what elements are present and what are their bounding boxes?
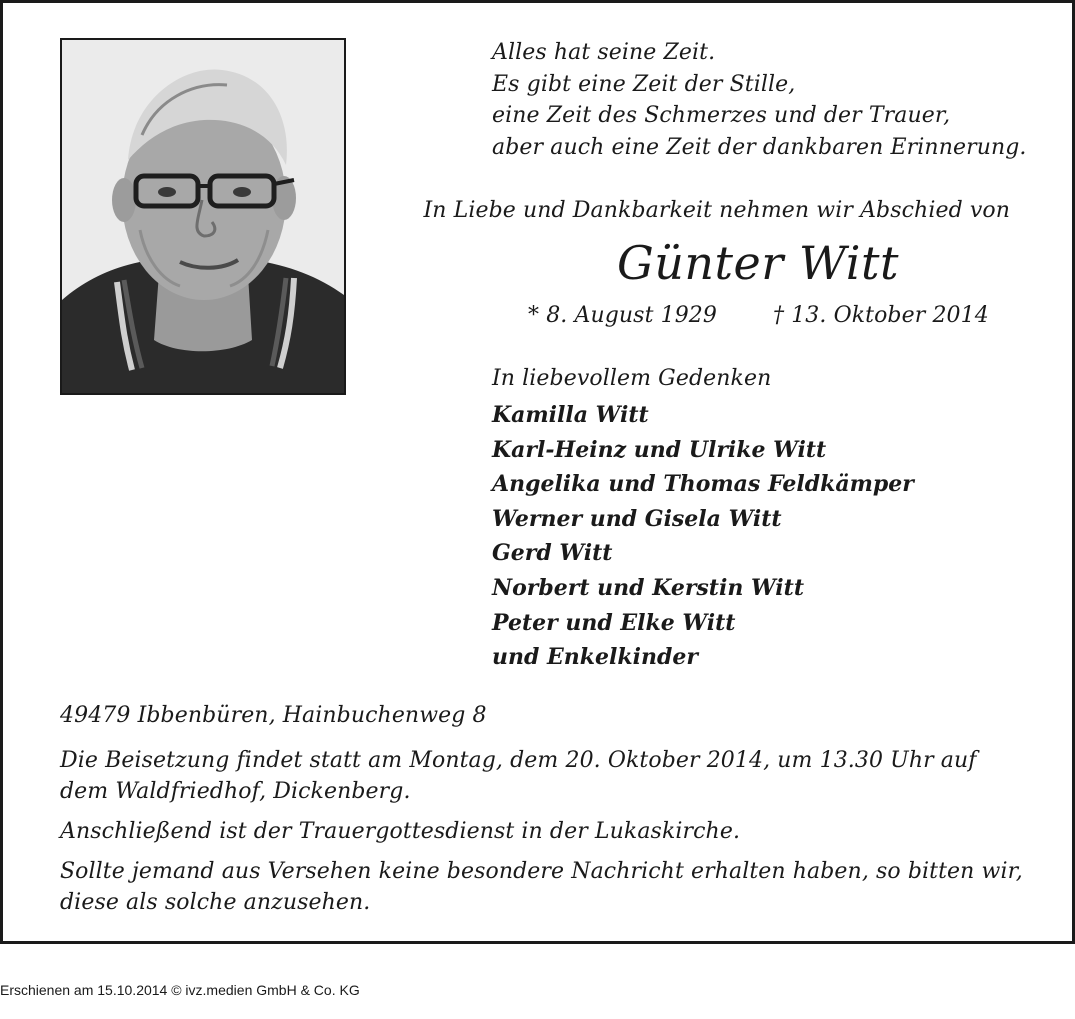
portrait-illustration	[62, 40, 344, 393]
mourners-list	[492, 398, 914, 675]
poem-line: eine Zeit des Schmerzes und der Trauer,	[492, 103, 951, 128]
mourner-name: Werner und Gisela Witt	[492, 505, 782, 532]
birth-date: * 8. August 1929	[528, 303, 717, 328]
mourners-heading: In liebevollem Gedenken	[492, 366, 772, 391]
address: 49479 Ibbenbüren, Hainbuchenweg 8	[60, 703, 487, 728]
service-info: Anschließend ist der Trauergottesdienst in der Lukaskirche.	[60, 819, 741, 844]
poem-line: Alles hat seine Zeit.	[492, 40, 716, 65]
farewell-intro: In Liebe und Dankbarkeit nehmen wir Abschied von	[423, 198, 1010, 223]
burial-info: Die Beisetzung findet statt am Montag, dem 20. Oktober 2014, um 13.30 Uhr auf dem Waldfriedhof, Dickenberg.	[60, 748, 977, 804]
mourner-name: Kamilla Witt	[492, 402, 649, 428]
poem	[492, 37, 1027, 163]
notice-request: Sollte jemand aus Versehen keine besondere Nachricht erhalten haben, so bitten wir, diese als solche anzusehen.	[60, 859, 1023, 915]
mourner-name: Peter und Elke Witt	[492, 609, 736, 636]
portrait-photo	[60, 38, 346, 395]
mourner-name: Karl-Heinz und Ulrike Witt	[492, 436, 827, 463]
mourner-name: Angelika und Thomas Feldkämper	[492, 471, 914, 498]
publication-footer: Erschienen am 15.10.2014 © ivz.medien GmbH & Co. KG	[0, 982, 360, 998]
mourner-name: Gerd Witt	[492, 540, 613, 567]
mourner-name: Norbert und Kerstin Witt	[492, 574, 804, 601]
life-dates	[528, 300, 989, 331]
deceased-name: Günter Witt	[617, 236, 899, 290]
poem-line: Es gibt eine Zeit der Stille,	[492, 71, 796, 97]
poem-line: aber auch eine Zeit der dankbaren Erinnerung.	[492, 134, 1027, 160]
death-date: † 13. Oktober 2014	[773, 303, 989, 328]
mourner-name: und Enkelkinder	[492, 644, 698, 671]
